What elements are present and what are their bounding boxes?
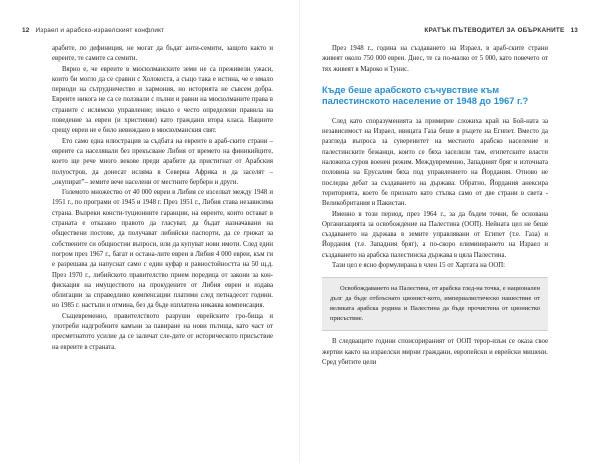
right-running-header	[424, 27, 578, 34]
paragraph: Големото множество от 40 000 евреи в Либия се изселват между 1948 и 1951 г., по програми от 1945 и 1948 г. През 1951 г., Либия става независима страна. Въпреки консти-туционните гаранции, на евреите, които остават в страната е отказано правото да гласуват, да бъдат назначавани на обществени постове, да получават либийски паспорти, да се грижат за собствените си общностни въпроси, или да купуват нови имоти. След един погром през 1967 г., багат и остана-лите евреи в Либия 4 000 евреи, към ги е разрешава да напуснат само с един куфар и равностойността на 50 щ.д. През 1970 г., либийското правителство прием поредица от закони за кон-фискация на имуществото на прокудените от Либия евреи и издава облигации за справедливо компенсации платими след петнадесет години. но 1985 г. настъпи и отмина, без да бъде изплатена никаква компенсация.	[52, 189, 273, 310]
intro-paragraph: През 1948 г., година на създаването на Израел, в араб-ските страни живеят около 750 000 евреи. Днес, те са по-малко от 5 000, като повечето от тях живеят в Мароко и Тунис.	[322, 45, 548, 73]
paragraph: Същевременно, правителството разруши еврейските гро-бища и употреби надгробните камъни за павиране на нови пътища, като част от пресметнатото усилие да се заличат сле-дите от историческото присъствие на евреите в страната.	[52, 312, 273, 351]
left-running-header	[22, 27, 164, 34]
right-body-text	[322, 44, 548, 368]
paragraph: След като споразуменията за примирие сложиха край на Бой-ната за независимост на Израел, ивицата Газа беше в ръцете на Египет. Вместо да разгледа въпроса за суверенитет на местното арабско население и палестинските бежанци, които се бяха заселили там, египетските власти наложиха суров военен режим. Междувременно, Западният бряг и източната половина на Ерусалим бяха под управлението на Йордания. Отново не последва дебат за създаването на държава. Обратно, Йордания анексира територията, което бе признато като стъпка само от две страни в света - Великобритания и Пакистан.	[322, 117, 548, 208]
right-running-head: КРАТЪК ПЪТЕВОДИТЕЛ ЗА ОБЪРКАНИТЕ	[424, 27, 565, 34]
paragraph: В следващите години спонсорираният от ООП терор-изъм се оказа свое жертви както на израелски мирни граждани, европейски и еврейски мишени. Сред убитите цели	[322, 338, 548, 366]
charter-quote: Освобождаването на Палестина, от арабска глед-на точка, е национален дълг да бъде отблъснато ционист-кото, империалистическо нашествие от великата арабска родина и Палестина да бъде прочистена от ционистко присъствие.	[330, 285, 540, 323]
charter-quote-box	[322, 277, 548, 331]
left-running-head: Израел и арабско-израелският конфликт	[35, 27, 165, 34]
paragraph: арабите, по дефиниция, не могат да бъдат анти-семити, защото както и евреите, те самите са семити.	[52, 45, 273, 63]
paragraph: Ето само една илюстрация за съдбата на евреите в араб-ските страни – евреите са населявали без прекъсване Либия от времето на финикийците, което ще рече много векове преди арабите да пристигнат от Арабския полуостров, да донесат исляма в Северна Африка и да заселят –„окупират”– земите вече населени от местните бербери и други.	[52, 137, 273, 186]
right-page	[300, 0, 600, 463]
paragraph: Именно в този период, през 1964 г., за да бъдем точни, бе основана Организацията за освобождение на Палестина (ООП). Нейната цел не беше създаването на държава в земите управлявани от Египет (т.е. Газа) и Йордания (т.е. Западния бряг), а по-скоро елиминирането на Израел и създаването на арабска палестинска държава в цяла Палестина.	[322, 210, 548, 259]
paragraph: Тази цел е ясно формулирана в член 15 от Хартата на ООП:	[332, 262, 506, 270]
section-heading: Къде беше арабското съчувствие към палестинското население от 1948 до 1967 г.?	[322, 84, 529, 107]
left-page-number: 12	[22, 27, 30, 34]
paragraph: Вярно е, че евреите в мюсюлманските земи не са преживели ужаси, които би могло да се сравни с Холокоста, а също така е истина, че е имало периоди на сътрудничество и хармония, но историята не съвсем добра. Евреите никога не са се ползвали с пълни и равни на мюсюлманите права в страните с ислямско управление; имало е често определени правила на поведение за евреи (и християни) като граждани втора класа. Нациите срещу евреи не е било невиждано в мюсюлманския свят.	[52, 65, 273, 135]
left-body-text	[52, 44, 273, 353]
right-page-number: 13	[570, 27, 578, 34]
